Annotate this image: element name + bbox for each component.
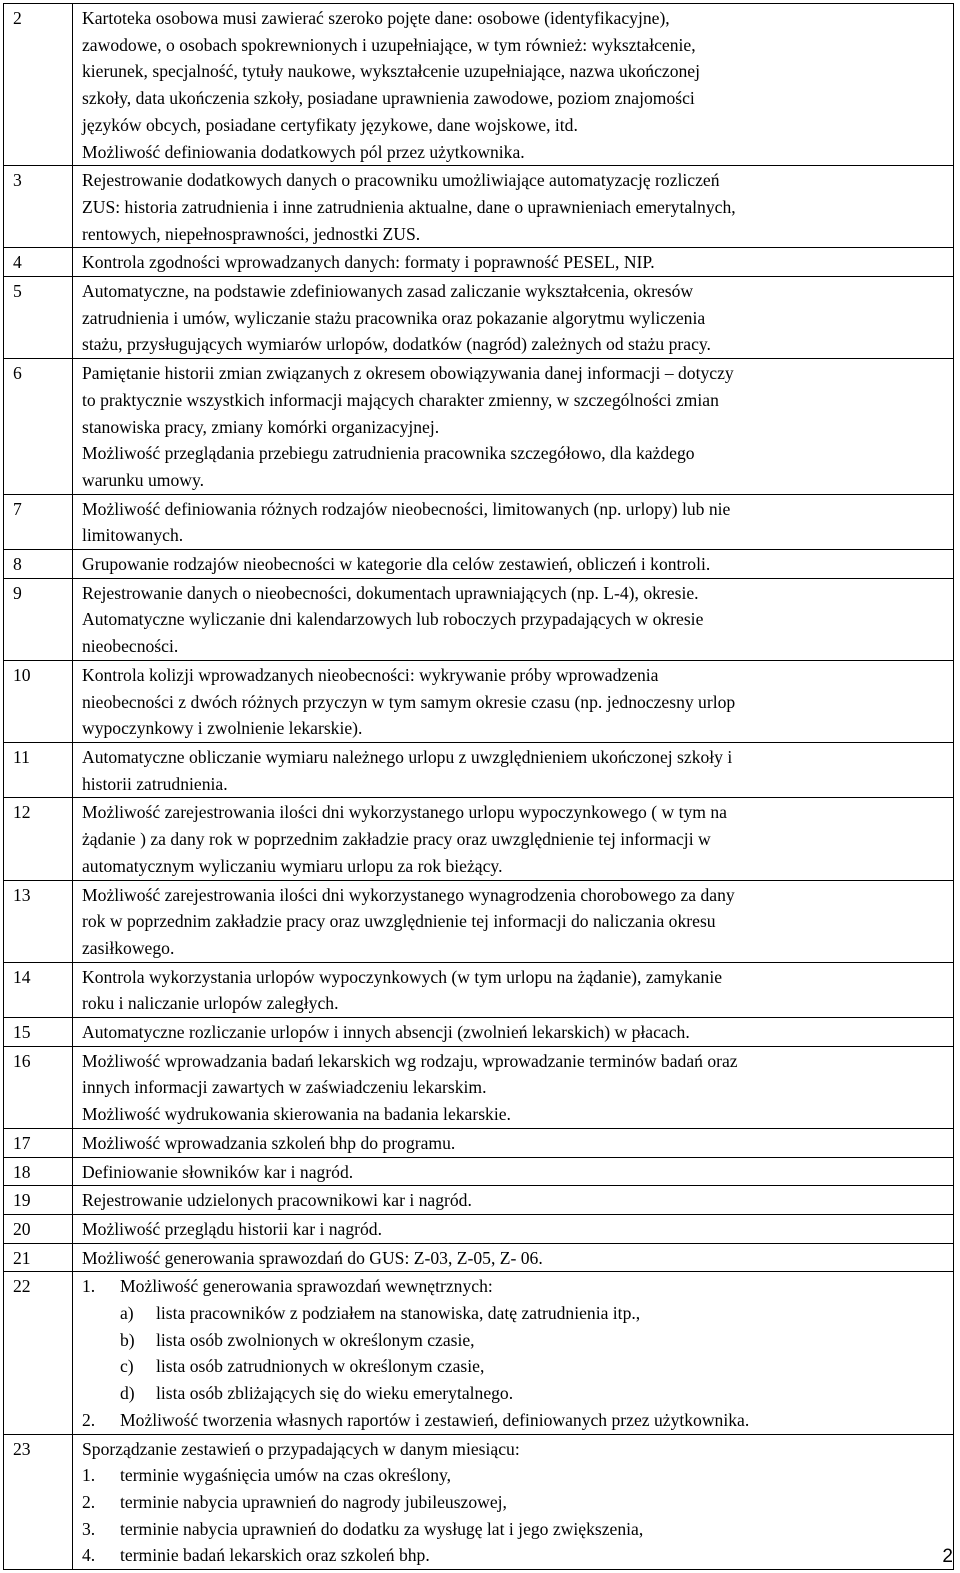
list-item-text: lista osób zwolnionych w określonym czasie, [156, 1329, 475, 1350]
table-row [4, 1272, 954, 1434]
row-text-line: Automatyczne, na podstawie zdefiniowanych zasad zaliczanie wykształcenia, okresów [82, 281, 694, 302]
table-row [4, 1214, 954, 1243]
list-item-text: Możliwość generowania sprawozdań wewnętrznych: [120, 1276, 493, 1297]
row-text [73, 880, 954, 962]
list-item-text: lista osób zatrudnionych w określonym czasie, [156, 1356, 485, 1377]
row-number: 20 [4, 1214, 73, 1243]
row-text [73, 962, 954, 1017]
row-text-line: roku i naliczanie urlopów zaległych. [82, 993, 339, 1014]
list-item [82, 1462, 945, 1489]
list-item [82, 1489, 945, 1516]
row-text-line: języków obcych, posiadane certyfikaty językowe, dane wojskowe, itd. [82, 114, 578, 135]
table-row [4, 1243, 954, 1272]
row-text-line: Możliwość przeglądania przebiegu zatrudnienia pracownika szczegółowo, dla każdego [82, 443, 695, 464]
row-text-line: Automatyczne rozliczanie urlopów i innych absencji (zwolnień lekarskich) w płacach. [82, 1022, 690, 1043]
list-item-text: terminie nabycia uprawnień do dodatku za wysługę lat i jego zwiększenia, [120, 1518, 644, 1539]
row-text-line: Pamiętanie historii zmian związanych z okresem obowiązywania danej informacji – dotyczy [82, 363, 734, 384]
row-text [73, 1046, 954, 1128]
row-text-line: Możliwość wprowadzania badań lekarskich wg rodzaju, wprowadzanie terminów badań oraz [82, 1050, 738, 1071]
row-text-line: Możliwość wydrukowania skierowania na badania lekarskie. [82, 1104, 511, 1125]
row-number: 14 [4, 962, 73, 1017]
row-number: 18 [4, 1157, 73, 1186]
row-text [73, 742, 954, 797]
row-text [73, 1018, 954, 1047]
row-number: 16 [4, 1046, 73, 1128]
row-number: 10 [4, 660, 73, 742]
table-row [4, 1128, 954, 1157]
row-text [73, 1243, 954, 1272]
row-number: 23 [4, 1434, 73, 1570]
row-text [73, 550, 954, 579]
row-text [73, 1214, 954, 1243]
row-number: 7 [4, 494, 73, 549]
row-text [73, 798, 954, 880]
row-number: 9 [4, 578, 73, 660]
row-text-line: Kontrola wykorzystania urlopów wypoczynkowych (w tym urlopu na żądanie), zamykanie [82, 966, 723, 987]
table-row [4, 742, 954, 797]
list-item [82, 1353, 945, 1380]
row-text-line: Możliwość zarejestrowania ilości dni wykorzystanego urlopu wypoczynkowego ( w tym na [82, 802, 727, 823]
list-item-label: a) [120, 1303, 134, 1324]
list-item-label: 1. [82, 1465, 96, 1486]
requirements-table [3, 3, 954, 1570]
list-item-label: 3. [82, 1518, 96, 1539]
table-row [4, 660, 954, 742]
row-text [73, 1434, 954, 1570]
page-number: 2 [942, 1546, 953, 1567]
list-item-label: 4. [82, 1545, 96, 1566]
row-number: 17 [4, 1128, 73, 1157]
table-row [4, 4, 954, 166]
row-text-line: Definiowanie słowników kar i nagród. [82, 1161, 354, 1182]
table-row [4, 798, 954, 880]
row-text-line: Możliwość definiowania dodatkowych pól przez użytkownika. [82, 141, 525, 162]
row-text [73, 578, 954, 660]
table-row [4, 248, 954, 277]
row-text [73, 660, 954, 742]
table-row [4, 1186, 954, 1215]
row-text-line: ZUS: historia zatrudnienia i inne zatrudnienia aktualne, dane o uprawnieniach emerytalnych, [82, 196, 736, 217]
row-text-line: stanowiska pracy, zmiany komórki organizacyjnej. [82, 416, 440, 437]
row-text-line: Kontrola kolizji wprowadzanych nieobecności: wykrywanie próby wprowadzenia [82, 664, 659, 685]
row-text-line: zawodowe, o osobach spokrewnionych i uzupełniające, w tym również: wykształcenie, [82, 34, 696, 55]
list-item-text: terminie nabycia uprawnień do nagrody jubileuszowej, [120, 1491, 507, 1512]
row-text [73, 359, 954, 495]
row-text-line: Rejestrowanie danych o nieobecności, dokumentach uprawniających (np. L-4), okresie. [82, 582, 699, 603]
row-text-line: warunku umowy. [82, 469, 204, 490]
table-row [4, 494, 954, 549]
row-number: 2 [4, 4, 73, 166]
row-number: 12 [4, 798, 73, 880]
list-item [82, 1407, 945, 1434]
row-text-line: automatycznym wyliczaniu wymiaru urlopu za rok bieżący. [82, 855, 503, 876]
row-number: 8 [4, 550, 73, 579]
table-row [4, 1018, 954, 1047]
list-item-label: 2. [82, 1491, 96, 1512]
row-text-line: zatrudnienia i umów, wyliczanie stażu pracownika oraz pokazanie algorytmu wyliczenia [82, 307, 706, 328]
list-item-label: d) [120, 1383, 135, 1404]
row-number: 6 [4, 359, 73, 495]
row-text-line: to praktycznie wszystkich informacji mających charakter zmienny, w szczególności zmian [82, 389, 719, 410]
row-number: 5 [4, 277, 73, 359]
table-row [4, 1046, 954, 1128]
row-number: 19 [4, 1186, 73, 1215]
row-text-line: innych informacji zawartych w zaświadczeniu lekarskim. [82, 1077, 487, 1098]
row-text [73, 4, 954, 166]
table-row [4, 359, 954, 495]
row-text-line: Rejestrowanie dodatkowych danych o pracowniku umożliwiające automatyzację rozliczeń [82, 170, 720, 191]
list-item-label: 2. [82, 1409, 96, 1430]
row-text-line: Możliwość przeglądu historii kar i nagród. [82, 1218, 382, 1239]
list-item-text: terminie badań lekarskich oraz szkoleń bhp. [120, 1545, 430, 1566]
row-text-line: Możliwość zarejestrowania ilości dni wykorzystanego wynagrodzenia chorobowego za dany [82, 884, 735, 905]
list-item [82, 1327, 945, 1354]
row-text-line: Automatyczne wyliczanie dni kalendarzowych lub roboczych przypadających w okresie [82, 609, 704, 630]
row-text-line: Automatyczne obliczanie wymiaru należnego urlopu z uwzględnieniem ukończonej szkoły i [82, 746, 733, 767]
row-number: 13 [4, 880, 73, 962]
table-row [4, 1157, 954, 1186]
row-number: 22 [4, 1272, 73, 1434]
row-text-line: Możliwość wprowadzania szkoleń bhp do programu. [82, 1132, 456, 1153]
table-row [4, 277, 954, 359]
row-text-line: kierunek, specjalność, tytuły naukowe, wykształcenie uzupełniające, nazwa ukończonej [82, 61, 700, 82]
list-item [82, 1300, 945, 1327]
row-text [73, 1128, 954, 1157]
row-number: 3 [4, 166, 73, 248]
row-text-line: Możliwość generowania sprawozdań do GUS: Z-03, Z-05, Z- 06. [82, 1247, 543, 1268]
row-text [73, 1157, 954, 1186]
row-text-line: Sporządzanie zestawień o przypadających w danym miesiącu: [82, 1438, 520, 1459]
row-text [73, 494, 954, 549]
table-row [4, 880, 954, 962]
list-item [82, 1516, 945, 1543]
row-text-line: rok w poprzednim zakładzie pracy oraz uwzględnienie tej informacji do naliczania okresu [82, 911, 716, 932]
table-row [4, 578, 954, 660]
list-item-text: lista osób zbliżających się do wieku emerytalnego. [156, 1383, 514, 1404]
list-item-label: b) [120, 1329, 135, 1350]
list-item-label: c) [120, 1356, 134, 1377]
row-text-line: Grupowanie rodzajów nieobecności w kategorie dla celów zestawień, obliczeń i kontroli. [82, 554, 711, 575]
row-text-line: rentowych, niepełnosprawności, jednostki ZUS. [82, 223, 421, 244]
requirements-document [3, 3, 954, 1570]
list-item [82, 1380, 945, 1407]
row-text-line: wypoczynkowy i zwolnienie lekarskie). [82, 718, 363, 739]
list-item-label: 1. [82, 1276, 96, 1297]
table-row [4, 962, 954, 1017]
list-item-text: Możliwość tworzenia własnych raportów i zestawień, definiowanych przez użytkownika. [120, 1409, 750, 1430]
row-number: 4 [4, 248, 73, 277]
row-text [73, 277, 954, 359]
table-row [4, 550, 954, 579]
list-item-text: lista pracowników z podziałem na stanowiska, datę zatrudnienia itp., [156, 1303, 641, 1324]
requirements-table-body [4, 4, 954, 1570]
row-text-line: Możliwość definiowania różnych rodzajów nieobecności, limitowanych (np. urlopy) lub nie [82, 498, 731, 519]
list-item-text: terminie wygaśnięcia umów na czas określony, [120, 1465, 452, 1486]
table-row [4, 166, 954, 248]
row-text-line: historii zatrudnienia. [82, 773, 228, 794]
row-text-line: nieobecności. [82, 636, 179, 657]
row-text-line: żądanie ) za dany rok w poprzednim zakładzie pracy oraz uwzględnienie tej informacji w [82, 829, 711, 850]
row-text-line: nieobecności z dwóch różnych przyczyn w tym samym okresie czasu (np. jednoczesny urlop [82, 691, 736, 712]
row-number: 21 [4, 1243, 73, 1272]
row-text-line: Rejestrowanie udzielonych pracownikowi kar i nagród. [82, 1190, 472, 1211]
row-text-line: limitowanych. [82, 525, 184, 546]
row-text [73, 1186, 954, 1215]
list-item [82, 1273, 945, 1300]
row-text [73, 166, 954, 248]
row-text-line: Kontrola zgodności wprowadzanych danych: formaty i poprawność PESEL, NIP. [82, 252, 655, 273]
row-text-line: stażu, przysługujących wymiarów urlopów, dodatków (nagród) zależnych od stażu pracy. [82, 334, 711, 355]
table-row [4, 1434, 954, 1570]
row-text-line: Kartoteka osobowa musi zawierać szeroko pojęte dane: osobowe (identyfikacyjne), [82, 8, 670, 28]
list-item [82, 1542, 945, 1569]
row-text-line: szkoły, data ukończenia szkoły, posiadane uprawnienia zawodowe, poziom znajomości [82, 88, 695, 109]
row-number: 15 [4, 1018, 73, 1047]
row-text [73, 248, 954, 277]
row-text-line: zasiłkowego. [82, 937, 175, 958]
row-text [73, 1272, 954, 1434]
row-number: 11 [4, 742, 73, 797]
